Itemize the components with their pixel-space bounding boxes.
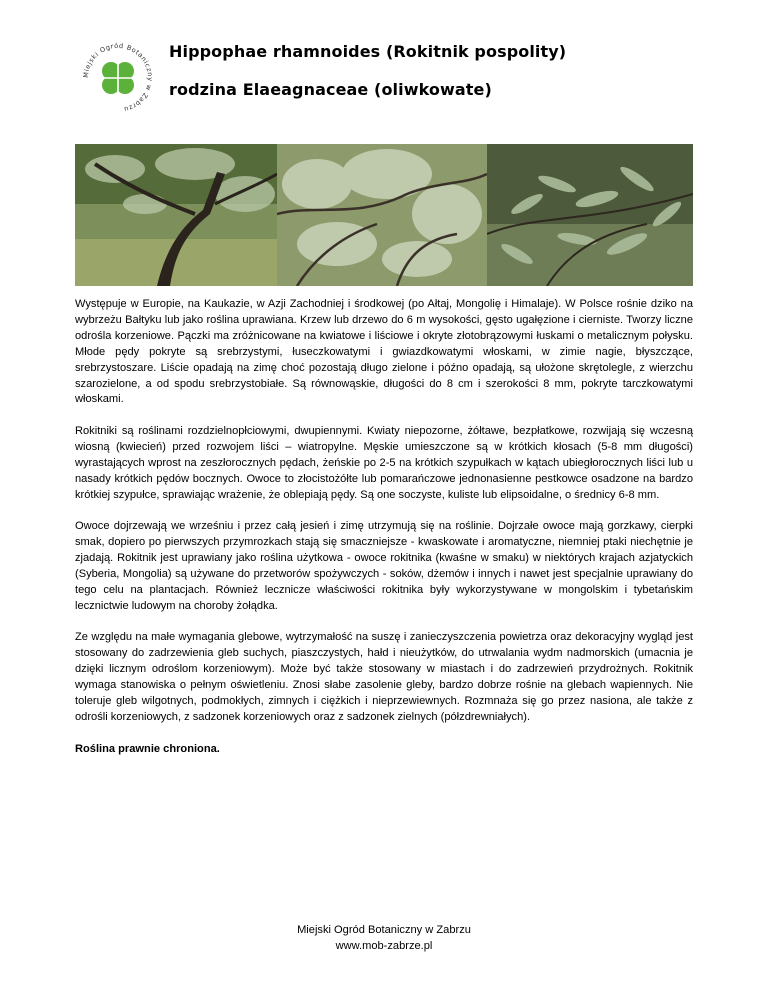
footer-institution: Miejski Ogród Botaniczny w Zabrzu [297,924,471,936]
family-title: rodzina Elaeagnaceae (oliwkowate) [169,80,492,99]
photo-leaves-closeup [487,144,693,286]
photo-shrub-foliage [277,144,487,286]
paragraph-uses: Owoce dojrzewają we wrześniu i przez całą jesień i zimę utrzymują się na roślinie. Dojrzałe owoce mają gorzkawy, cierpki smak, dopiero po pierwszych przymrozkach stają się smaczniejsze - kwaskowate i aromatyczne, niemniej ptaki niechętnie je zjadają. Rokitnik jest uprawiany jako roślina użytkowa - owoce rokitnika (kwaśne w smaku) w niektórych krajach azjatyckich (Syberia, Mongolia) są używane do przetworów spożywczych - soków, dżemów i innych i nawet jest specjalnie uprawiany do tego celu na plantacjach. Również lecznicze właściwości rokitnika były wykorzystywane w mongolskim i tybetańskim lecznictwie ludowym na choroby żołądka. [75,520,693,612]
garden-logo [80,40,156,116]
photo-shrub-trunk [75,144,277,286]
description [75,297,693,773]
paragraph-flowers-fruits: Rokitniki są roślinami rozdzielnopłciowymi, dwupiennymi. Kwiaty niepozorne, żółtawe, bezpłatkowe, rozwijają się wczesną wiosną (kwiecień) przed rozwojem liści – wiatropylne. Męskie umieszczone są w krótkich kłosach (5-8 mm długości) wyrastających wprost na zeszłorocznych pędach, żeńskie po 2-5 na krótkich szypułkach w kątach ubiegłorocznych liści lub u nasady krótkich pędów bocznych. Owoce to złocistożółte lub pomarańczowe jednonasienne pestkowce osadzone na bardzo krótkiej szypułce, sprawiając wrażenie, że oblepiają pędy. Są one soczyste, kuliste lub elipsoidalne, o średnicy 6-8 mm. [75,425,693,501]
four-leaf-clover-icon [80,40,156,116]
protection-note: Roślina prawnie chroniona. [75,742,220,755]
species-title: Hippophae rhamnoides (Rokitnik pospolity) [169,42,567,61]
paragraph-occurrence: Występuje w Europie, na Kaukazie, w Azji Zachodniej i środkowej (po Ałtaj, Mongolię i Himalaje). W Polsce rośnie dziko na wybrzeżu Bałtyku lub jako roślina uprawiana. Krzew lub drzewo do 6 m wysokości, gęsto ugałęzione i cierniste. Tworzy liczne odrośla korzeniowe. Pączki ma zróżnicowane na kwiatowe i liściowe i okryte złotobrązowymi łuskami o metalicznym połysku. Młode pędy pokryte są srebrzystymi, łuseczkowatymi i gwiazdkowatymi włoskami, w zimie nagie, błyszczące, srebrzystoszare. Liście opadają na zimę choć pozostają długo zielone i późno opadają, są ułożone skrętolegle, z wierzchu szarozielone, a od spodu srebrzystobiałe. Są równowąskie, długości do 8 cm i szerokości 8 mm, pokryte tarczkowatymi włoskami. [75,298,693,406]
footer-website-link[interactable]: www.mob-zabrze.pl [335,940,433,952]
paragraph-cultivation: Ze względu na małe wymagania glebowe, wytrzymałość na suszę i zanieczyszczenia powietrza oraz dekoracyjny wygląd jest stosowany do zadrzewienia gleb suchych, piaszczystych, hałd i nieużytków, do utrwalania wydm nadmorskich (umacnia je dzięki licznym odroślom korzeniowym). Może być także stosowany w miastach i do zadrzewień przydrożnych. Rokitnik wymaga stanowiska o pełnym oświetleniu. Znosi słabe zasolenie gleby, bardzo dobrze rośnie na glebach wapiennych. Nie toleruje gleb wilgotnych, podmokłych, zimnych i ciężkich i nieprzewiewnych. Rozmnaża się go przez nasiona, ale także z odrośli korzeniowych, z sadzonek korzeniowych oraz z sadzonek zielnych (półzdrewniałych). [75,631,693,723]
svg-text:Miejski Ogród Botaniczny w Zab: Miejski Ogród Botaniczny w Zabrzu [81,41,155,114]
footer [0,922,768,954]
photo-strip [75,144,693,286]
